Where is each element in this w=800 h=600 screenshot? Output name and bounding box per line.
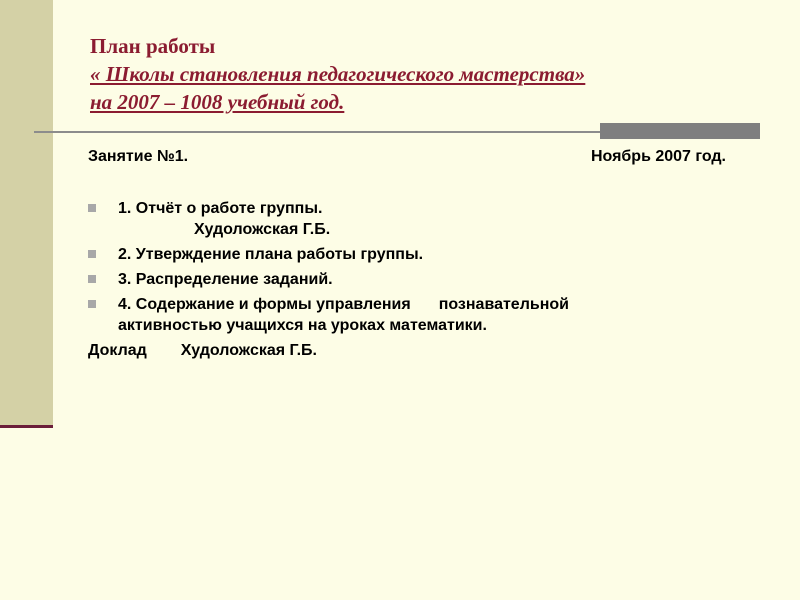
item-text: 2. Утверждение плана работы группы. — [118, 246, 424, 263]
item-text-a: 4. Содержание и формы управления — [118, 296, 411, 313]
divider-accent-block — [600, 123, 760, 139]
session-date: Ноябрь 2007 год. — [590, 148, 726, 165]
report-name: Худоложская Г.Б. — [180, 342, 317, 359]
item-text: 1. Отчёт о работе группы. — [118, 200, 323, 217]
title-line-1: План работы — [90, 34, 216, 58]
title-line-3: на 2007 – 1008 учебный год. — [90, 90, 345, 114]
session-label: Занятие №1. — [88, 148, 189, 165]
bullet-icon — [88, 204, 96, 212]
session-header — [88, 146, 726, 168]
item-text: 3. Распределение заданий. — [118, 271, 333, 288]
bullet-icon — [88, 300, 96, 308]
slide-body — [88, 146, 768, 362]
title-line-2: « Школы становления педагогического мастерства» — [90, 62, 586, 86]
item-text-c: активностью учащихся на уроках математики. — [118, 317, 487, 334]
list-item — [88, 244, 768, 265]
list-item — [88, 198, 768, 240]
list-item — [88, 294, 768, 336]
bullet-icon — [88, 275, 96, 283]
agenda-list — [88, 198, 768, 336]
list-item — [88, 269, 768, 290]
report-line — [88, 340, 768, 362]
item-text-b: познавательной — [438, 296, 569, 313]
report-label: Доклад — [88, 342, 147, 359]
sidebar-decoration — [0, 0, 53, 425]
item-speaker: Худоложская Г.Б. — [194, 221, 331, 238]
sidebar-accent-line — [0, 425, 53, 428]
slide-title — [90, 32, 750, 116]
bullet-icon — [88, 250, 96, 258]
